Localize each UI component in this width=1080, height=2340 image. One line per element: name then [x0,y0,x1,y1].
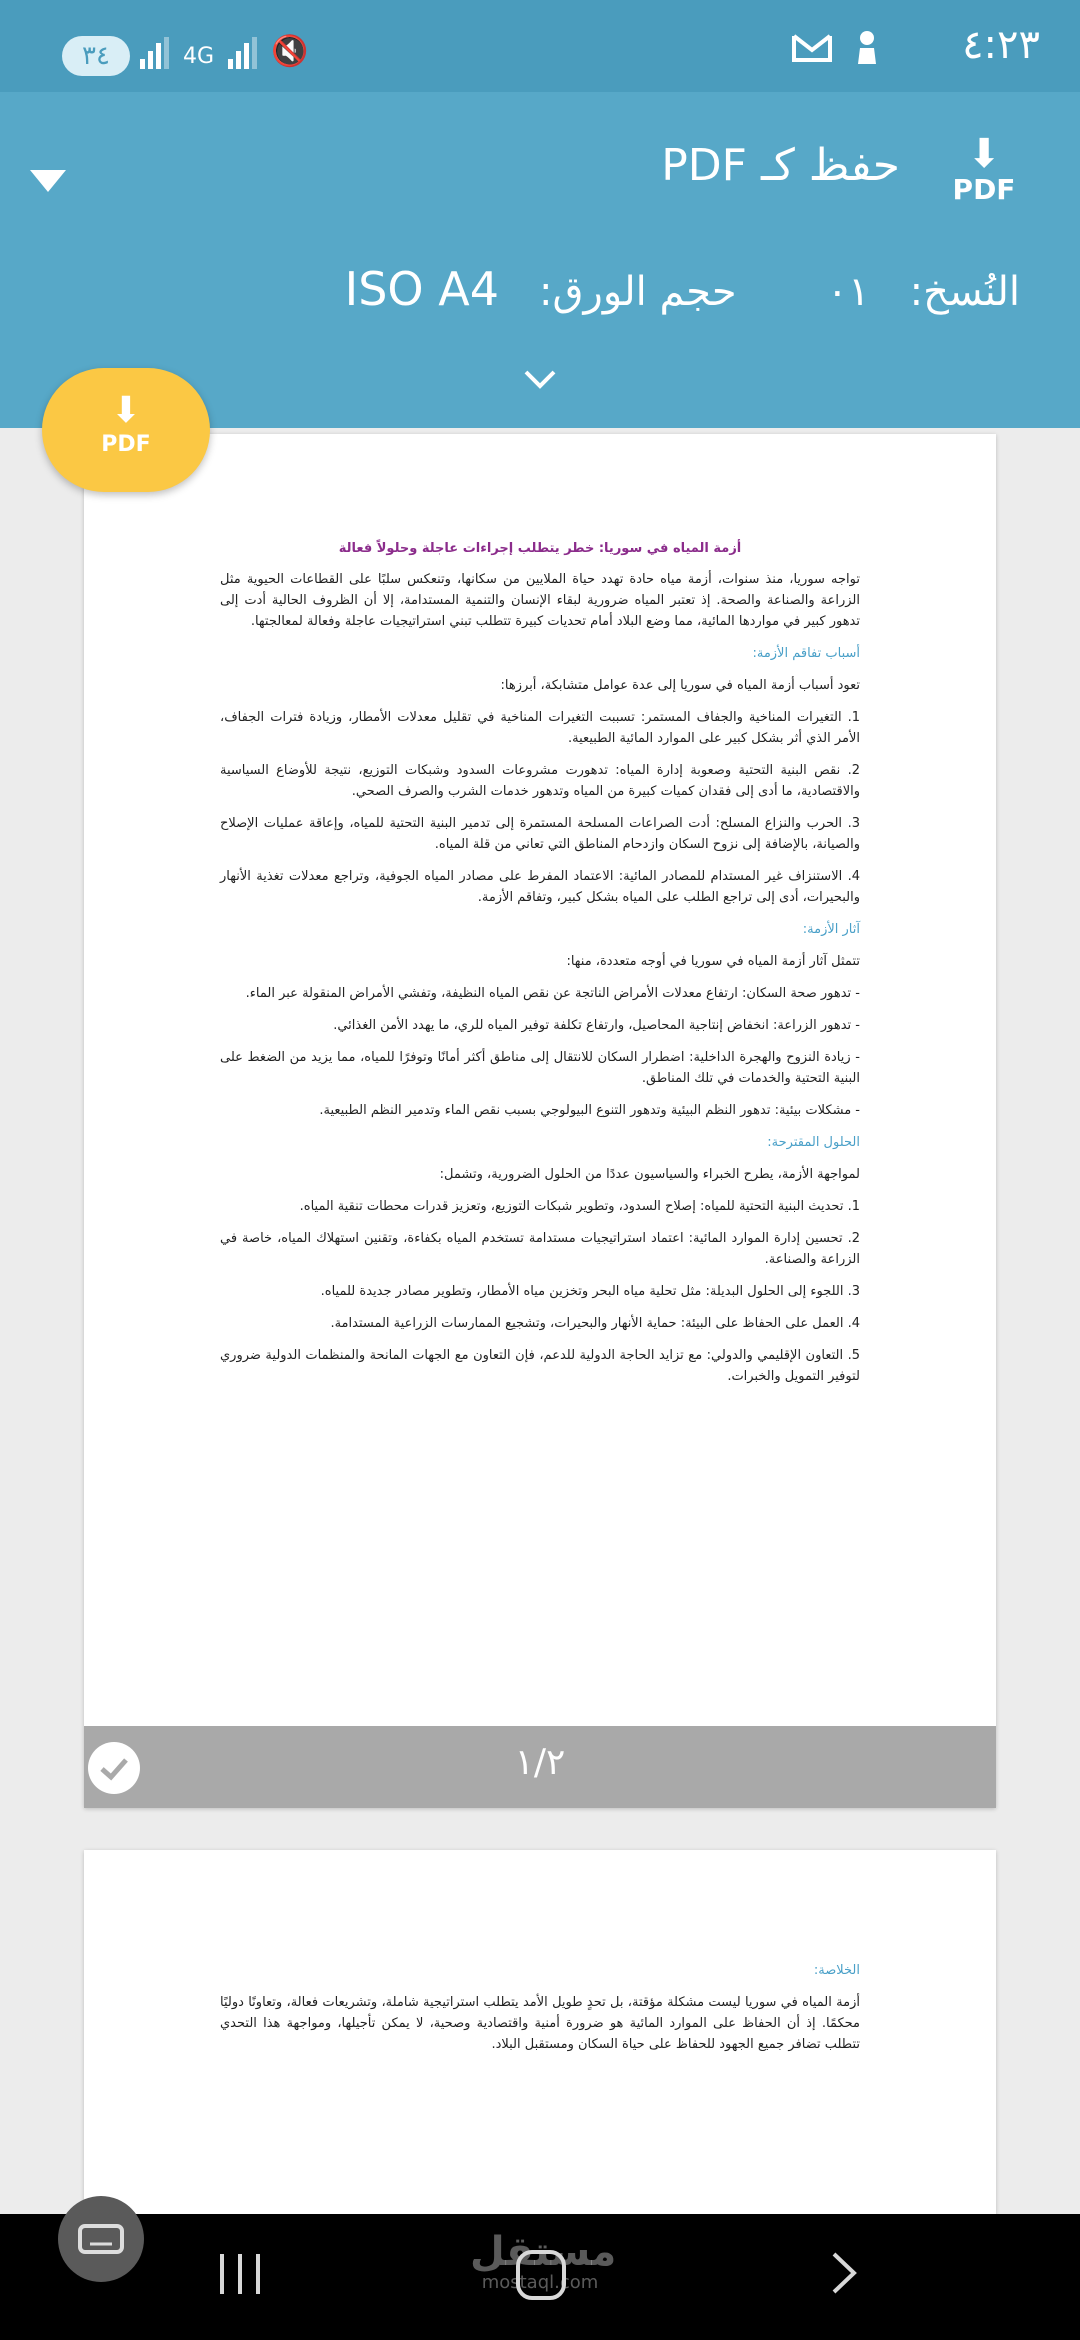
battery-indicator: ٣٤ [62,36,130,76]
preview-page-1[interactable] [84,434,996,1808]
pdf-icon-label: PDF [952,173,1016,206]
solution-item: 4. العمل على الحفاظ على البيئة: حماية الأنهار والبحيرات، وتشجيع الممارسات الزراعية المستدامة. [330,1316,860,1331]
cause-item: 1. التغيرات المناخية والجفاف المستمر: تسببت التغيرات المناخية في تقليل معدلات الأمطار، وزيادة فترات الجفاف، الأمر الذي أثر بشكل كبير على الموارد المائية الطبيعية. [220,710,860,746]
person-icon [854,30,880,64]
watermark-text: مستقل [470,2229,617,2275]
solutions-intro: لمواجهة الأزمة، يطرح الخبراء والسياسيون عددًا من الحلول الضرورية، وتشمل: [439,1167,860,1182]
fab-label: PDF [101,432,151,457]
printer-selector[interactable]: حفظ كـ PDF [661,140,900,191]
conclusion-heading: الخلاصة: [813,1963,860,1978]
paper-size-value: ISO A4 [344,262,499,316]
cause-item: 4. الاستنزاف غير المستدام للمصادر المائية: الاعتماد المفرط على مصادر المياه الجوفية، وتراجع معدلات تغذية الأنهار والبحيرات، أدى إلى تراجع الطلب على المياه بشكل كبير، وتفاقم الأزمة. [220,869,860,905]
keyboard-icon [58,2196,144,2282]
network-type-label: 4G [183,44,215,69]
preview-page-2[interactable] [84,1850,996,2222]
solution-item: 2. تحسين إدارة الموارد المائية: اعتماد استراتيجيات مستدامة تستخدم المياه بكفاءة، وتقنين استهلاك المياه، خاصة في الزراعة والصناعة. [220,1231,860,1267]
download-arrow-icon: ⬇ [967,131,1001,177]
cause-item: 2. نقص البنية التحتية وصعوبة إدارة المياه: تدهورت مشروعات السدود وشبكات التوزيع، نتيجة للأوضاع السياسية والاقتصادية، ما أدى إلى فقدان كميات كبيرة من المياه وتدهور خدمات الشرب والصرف الصحي. [220,763,860,799]
document-body-page-2 [220,1960,860,2066]
effects-intro: تتمثل آثار أزمة المياه في سوريا في أوجه متعددة، منها: [566,954,860,969]
effect-item: - تدهور صحة السكان: ارتفاع معدلات الأمراض الناتجة عن نقص المياه النظيفة، وتفشي الأمراض المنقولة عبر الماء. [245,986,860,1001]
solution-item: 1. تحديث البنية التحتية للمياه: إصلاح السدود، وتطوير شبكات التوزيع، وتعزيز قدرات محطات تنقية المياه. [299,1199,860,1214]
document-title: أزمة المياه في سوريا: خطر يتطلب إجراءات عاجلة وحلولاً فعالة [338,541,742,556]
expand-options-chevron-icon[interactable] [522,362,558,398]
printer-dropdown-icon[interactable] [30,170,66,192]
intro-paragraph: تواجه سوريا، منذ سنوات، أزمة مياه حادة تهدد حياة الملايين من سكانها، وتنعكس سلبًا على القطاعات الحيوية مثل الزراعة والصناعة والصحة. إذ تعتبر المياه ضرورية لبقاء الإنسان والتنمية المستدامة، إلا أن الظروف الحالية أدت إلى تدهور كبير في مواردها المائية، مما وضع البلاد أمام تحديات كبيرة تتطلب تبني استراتيجيات عاجلة وفعالة لمعالجتها. [220,572,860,629]
effect-item: - تدهور الزراعة: انخفاض إنتاجية المحاصيل، وارتفاع تكلفة توفير المياه للري، ما يهدد الأمن الغذائي. [333,1018,860,1033]
gmail-icon [792,32,832,62]
home-button[interactable] [516,2250,566,2300]
solution-item: 3. اللجوء إلى الحلول البديلة: مثل تحلية مياه البحر وتخزين مياه الأمطار، وتطوير مصادر جديدة للمياه. [320,1284,860,1299]
keyboard-toggle-button[interactable] [58,2196,144,2282]
pdf-download-icon[interactable] [948,131,1020,218]
document-body [220,538,860,1398]
cause-item: 3. الحرب والنزاع المسلح: أدت الصراعات المسلحة المستمرة إلى تدمير البنية التحتية للمياه، وإعاقة عمليات الإصلاح والصيانة، بالإضافة إلى نزوح السكان وازدحام المناطق التي تعاني من قلة المياه. [220,816,860,852]
save-pdf-fab[interactable] [42,368,210,492]
connectivity-icons [140,34,308,69]
page-1-footer [84,1726,996,1808]
notification-icons [792,30,880,64]
solutions-heading: الحلول المقترحة: [767,1135,860,1150]
signal-icon-2 [228,37,257,69]
conclusion-paragraph: أزمة المياه في سوريا ليست مشكلة مؤقتة، بل تحدٍ طويل الأمد يتطلب استراتيجية شاملة، وتشريعات فعالة، وتعاونًا دوليًا محكمًا. إذ أن الحفاظ على الموارد المائية هو ضرورة أمنية واقتصادية وصحية، لا يمكن تأجيلها، ومواجهة هذا التحدي تتطلب تضافر جميع الجهود للحفاظ على حياة السكان ومستقبل البلاد. [220,1995,860,2052]
effect-item: - مشكلات بيئية: تدهور النظم البيئية وتدهور التنوع البيولوجي بسبب نقص الماء وتدمير النظم الطبيعية. [319,1103,860,1118]
page-number: ١/٢ [514,1742,566,1783]
causes-intro: تعود أسباب أزمة المياه في سوريا إلى عدة عوامل متشابكة، أبرزها: [500,678,860,693]
recent-apps-button[interactable] [220,2254,260,2294]
paper-size-label: حجم الورق: [538,269,737,315]
causes-heading: أسباب تفاقم الأزمة: [752,646,860,661]
watermark-sub: mostaql.com [481,2272,599,2293]
status-bar [0,0,1080,92]
effects-heading: آثار الأزمة: [802,922,860,937]
solution-item: 5. التعاون الإقليمي والدولي: مع تزايد الحاجة الدولية للدعم، فإن التعاون مع الجهات المانحة والمنظمات الدولية ضروري لتوفير التمويل والخبرات. [220,1348,860,1384]
print-options-summary[interactable] [345,262,1020,316]
signal-icon [140,37,169,69]
effect-item: - زيادة النزوح والهجرة الداخلية: اضطرار السكان للانتقال إلى مناطق أكثر أمانًا وتوفرًا للمياه، مما يزيد من الضغط على البنية التحتية والخدمات في تلك المناطق. [220,1050,860,1086]
mute-icon: 🔇 [271,34,309,69]
back-chevron-icon[interactable] [820,2248,870,2298]
download-arrow-icon: ⬇ [110,390,142,431]
copies-value: ٠١ [826,269,870,315]
copies-label: النُسخ: [909,269,1020,315]
clock: ٤:٢٣ [962,22,1040,68]
